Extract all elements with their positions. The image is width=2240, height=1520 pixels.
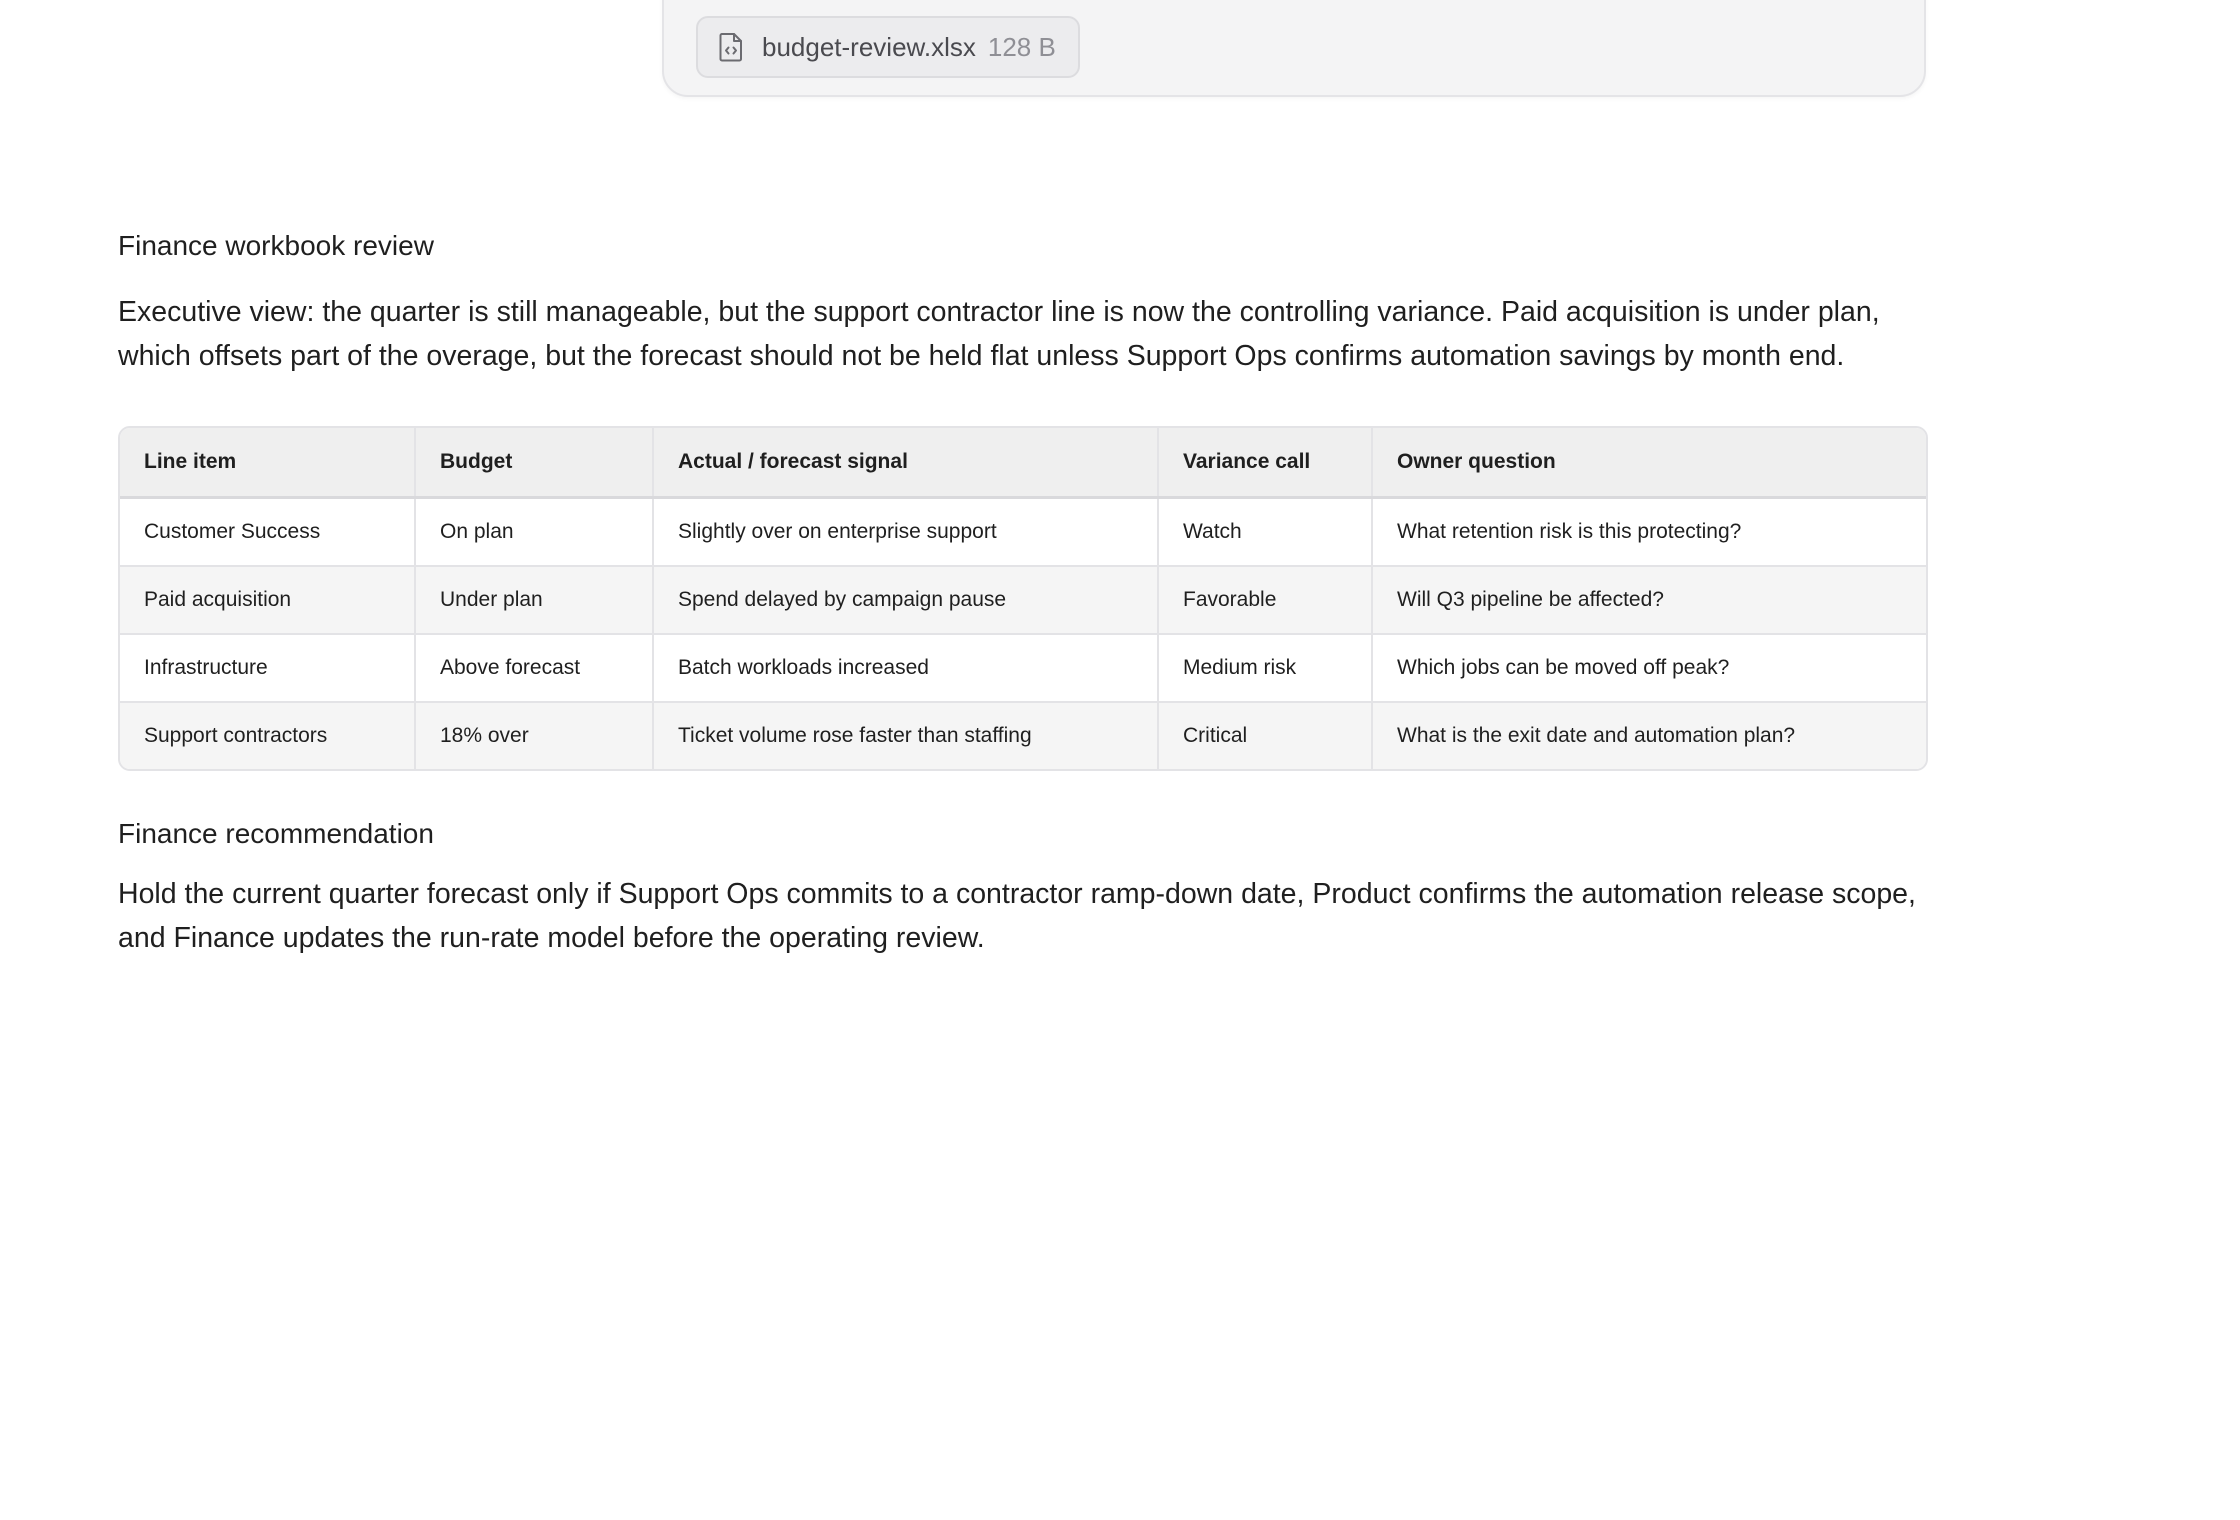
cell-budget: On plan (415, 498, 653, 567)
cell-budget: 18% over (415, 702, 653, 769)
table-row (120, 566, 1926, 634)
attachment-card (662, 0, 1926, 97)
table-row (120, 702, 1926, 769)
column-header-budget: Budget (415, 428, 653, 498)
cell-owner-question: What is the exit date and automation plan? (1372, 702, 1926, 769)
column-header-variance-call: Variance call (1158, 428, 1372, 498)
cell-budget: Above forecast (415, 634, 653, 702)
recommendation-heading: Finance recommendation (118, 818, 434, 849)
cell-line-item: Support contractors (120, 702, 415, 769)
cell-actual-forecast: Ticket volume rose faster than staffing (653, 702, 1158, 769)
cell-actual-forecast: Spend delayed by campaign pause (653, 566, 1158, 634)
table-row (120, 498, 1926, 567)
column-header-actual-forecast: Actual / forecast signal (653, 428, 1158, 498)
cell-variance-call: Medium risk (1158, 634, 1372, 702)
cell-line-item: Customer Success (120, 498, 415, 567)
table-row (120, 634, 1926, 702)
cell-line-item: Paid acquisition (120, 566, 415, 634)
cell-actual-forecast: Batch workloads increased (653, 634, 1158, 702)
cell-variance-call: Favorable (1158, 566, 1372, 634)
file-attachment-chip[interactable] (696, 16, 1080, 78)
cell-line-item: Infrastructure (120, 634, 415, 702)
column-header-line-item: Line item (120, 428, 415, 498)
cell-actual-forecast: Slightly over on enterprise support (653, 498, 1158, 567)
cell-budget: Under plan (415, 566, 653, 634)
budget-table (118, 426, 1928, 771)
cell-variance-call: Watch (1158, 498, 1372, 567)
cell-owner-question: What retention risk is this protecting? (1372, 498, 1926, 567)
column-header-owner-question: Owner question (1372, 428, 1926, 498)
file-size: 128 B (987, 31, 1056, 62)
review-heading: Finance workbook review (118, 230, 434, 261)
executive-summary: Executive view: the quarter is still manageable, but the support contractor line is now the controlling variance. Paid acquisition is under plan, which offsets part of the overage, but the forecast should not be held flat unless Support Ops confirms automation savings by month end. (118, 296, 1880, 372)
table-header-row (120, 428, 1926, 498)
file-name: budget-review.xlsx (762, 31, 976, 62)
file-code-icon (718, 32, 744, 62)
recommendation-text: Hold the current quarter forecast only if Support Ops commits to a contractor ramp-down date, Product confirms the automation release scope, and Finance updates the run-rate model before the operating review. (118, 878, 1916, 954)
cell-variance-call: Critical (1158, 702, 1372, 769)
cell-owner-question: Which jobs can be moved off peak? (1372, 634, 1926, 702)
cell-owner-question: Will Q3 pipeline be affected? (1372, 566, 1926, 634)
